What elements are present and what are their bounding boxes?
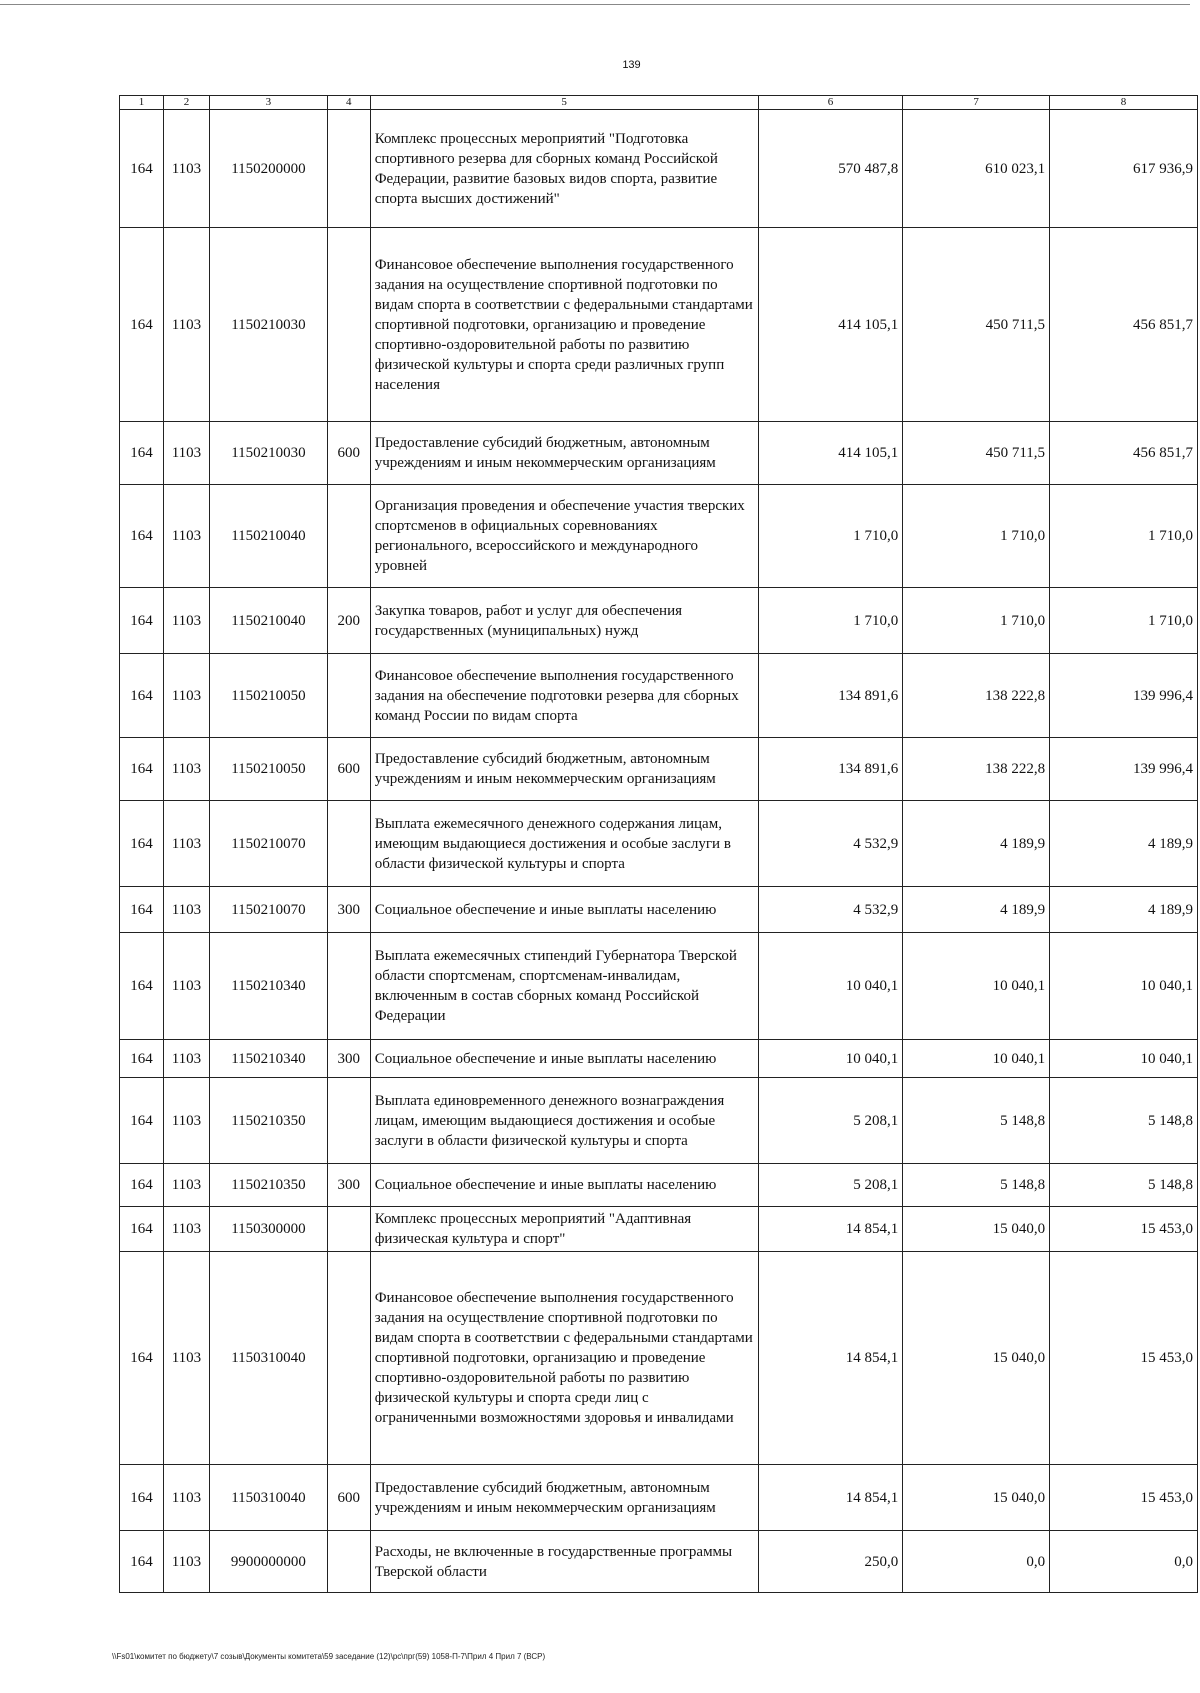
cell-amount-col6: 1 710,0	[758, 485, 903, 588]
cell-amount-col7: 1 710,0	[903, 588, 1050, 654]
cell-amount-col8: 10 040,1	[1050, 1040, 1198, 1078]
cell-amount-col7: 450 711,5	[903, 422, 1050, 485]
cell-target-code: 1150210050	[209, 654, 327, 738]
cell-description: Выплата единовременного денежного вознаграждения лицам, имеющим выдающиеся достижения и особые заслуги в области физической культуры и спорта	[370, 1078, 758, 1164]
cell-description: Закупка товаров, работ и услуг для обеспечения государственных (муниципальных) нужд	[370, 588, 758, 654]
cell-section-code: 1103	[163, 1207, 209, 1252]
cell-expense-type: 300	[327, 1164, 370, 1207]
page-number: 139	[622, 59, 641, 71]
cell-section-code: 1103	[163, 801, 209, 887]
cell-admin-code: 164	[120, 1207, 164, 1252]
scan-edge-line	[0, 4, 1190, 5]
cell-amount-col7: 138 222,8	[903, 654, 1050, 738]
cell-amount-col6: 5 208,1	[758, 1078, 903, 1164]
cell-amount-col6: 414 105,1	[758, 228, 903, 422]
cell-amount-col8: 0,0	[1050, 1531, 1198, 1593]
cell-admin-code: 164	[120, 887, 164, 933]
cell-amount-col8: 139 996,4	[1050, 738, 1198, 801]
cell-amount-col7: 5 148,8	[903, 1164, 1050, 1207]
table-row	[120, 738, 1198, 801]
cell-amount-col8: 4 189,9	[1050, 887, 1198, 933]
cell-description: Расходы, не включенные в государственные программы Тверской области	[370, 1531, 758, 1593]
cell-target-code: 1150210070	[209, 887, 327, 933]
cell-description: Комплекс процессных мероприятий "Адаптивная физическая культура и спорт"	[370, 1207, 758, 1252]
cell-expense-type	[327, 228, 370, 422]
column-header: 4	[327, 96, 370, 110]
table-row	[120, 801, 1198, 887]
cell-amount-col7: 5 148,8	[903, 1078, 1050, 1164]
table-row	[120, 588, 1198, 654]
column-header: 7	[903, 96, 1050, 110]
cell-target-code: 1150210350	[209, 1164, 327, 1207]
cell-description: Предоставление субсидий бюджетным, автономным учреждениям и иным некоммерческим организациям	[370, 1465, 758, 1531]
cell-section-code: 1103	[163, 1078, 209, 1164]
cell-amount-col6: 5 208,1	[758, 1164, 903, 1207]
cell-expense-type	[327, 1252, 370, 1465]
cell-amount-col6: 134 891,6	[758, 654, 903, 738]
column-header: 6	[758, 96, 903, 110]
table-row	[120, 1252, 1198, 1465]
table-row	[120, 1207, 1198, 1252]
cell-amount-col6: 250,0	[758, 1531, 903, 1593]
cell-description: Выплата ежемесячных стипендий Губернатора Тверской области спортсменам, спортсменам-инвалидам, включенным в состав сборных команд Российской Федерации	[370, 933, 758, 1040]
cell-amount-col8: 5 148,8	[1050, 1164, 1198, 1207]
cell-description: Социальное обеспечение и иные выплаты населению	[370, 887, 758, 933]
cell-target-code: 1150200000	[209, 110, 327, 228]
cell-amount-col6: 134 891,6	[758, 738, 903, 801]
cell-expense-type: 600	[327, 422, 370, 485]
cell-amount-col6: 4 532,9	[758, 801, 903, 887]
cell-admin-code: 164	[120, 654, 164, 738]
cell-target-code: 1150210030	[209, 422, 327, 485]
cell-admin-code: 164	[120, 933, 164, 1040]
table-row	[120, 933, 1198, 1040]
cell-admin-code: 164	[120, 1465, 164, 1531]
column-header: 1	[120, 96, 164, 110]
cell-expense-type	[327, 801, 370, 887]
table-row	[120, 1078, 1198, 1164]
cell-admin-code: 164	[120, 228, 164, 422]
cell-expense-type	[327, 1531, 370, 1593]
cell-section-code: 1103	[163, 1040, 209, 1078]
cell-target-code: 1150210050	[209, 738, 327, 801]
table-row	[120, 110, 1198, 228]
cell-admin-code: 164	[120, 485, 164, 588]
cell-amount-col7: 610 023,1	[903, 110, 1050, 228]
cell-amount-col6: 570 487,8	[758, 110, 903, 228]
cell-section-code: 1103	[163, 228, 209, 422]
cell-amount-col6: 14 854,1	[758, 1207, 903, 1252]
cell-amount-col7: 15 040,0	[903, 1207, 1050, 1252]
table-row	[120, 1164, 1198, 1207]
cell-amount-col8: 456 851,7	[1050, 228, 1198, 422]
cell-amount-col8: 15 453,0	[1050, 1252, 1198, 1465]
cell-expense-type	[327, 654, 370, 738]
cell-description: Предоставление субсидий бюджетным, автономным учреждениям и иным некоммерческим организациям	[370, 738, 758, 801]
column-header: 8	[1050, 96, 1198, 110]
cell-admin-code: 164	[120, 738, 164, 801]
cell-amount-col7: 450 711,5	[903, 228, 1050, 422]
cell-section-code: 1103	[163, 654, 209, 738]
table-row	[120, 887, 1198, 933]
cell-admin-code: 164	[120, 1078, 164, 1164]
cell-amount-col8: 1 710,0	[1050, 485, 1198, 588]
cell-amount-col6: 14 854,1	[758, 1465, 903, 1531]
cell-amount-col6: 14 854,1	[758, 1252, 903, 1465]
cell-amount-col6: 414 105,1	[758, 422, 903, 485]
cell-target-code: 1150210030	[209, 228, 327, 422]
cell-amount-col7: 10 040,1	[903, 1040, 1050, 1078]
footer-file-path: \\Fs01\комитет по бюджету\7 созыв\Документы комитета\59 заседание (12)\рс\прг(59) 1058-П-7\Прил 4 Прил 7 (ВСР)	[112, 1652, 546, 1661]
cell-section-code: 1103	[163, 1531, 209, 1593]
cell-expense-type	[327, 110, 370, 228]
cell-target-code: 9900000000	[209, 1531, 327, 1593]
cell-target-code: 1150210040	[209, 588, 327, 654]
cell-description: Комплекс процессных мероприятий "Подготовка спортивного резерва для сборных команд Российской Федерации, развитие базовых видов спорта, развитие спорта высших достижений"	[370, 110, 758, 228]
cell-amount-col6: 10 040,1	[758, 1040, 903, 1078]
cell-amount-col6: 10 040,1	[758, 933, 903, 1040]
cell-expense-type: 300	[327, 887, 370, 933]
cell-section-code: 1103	[163, 887, 209, 933]
cell-description: Финансовое обеспечение выполнения государственного задания на осуществление спортивной подготовки по видам спорта в соответствии с федеральными стандартами спортивной подготовки, организацию и проведение спортивно-оздоровительной работы по развитию физической культуры и спорта среди лиц с ограниченными возможностями здоровья и инвалидами	[370, 1252, 758, 1465]
cell-amount-col7: 1 710,0	[903, 485, 1050, 588]
cell-description: Социальное обеспечение и иные выплаты населению	[370, 1040, 758, 1078]
budget-table	[119, 95, 1198, 1593]
cell-admin-code: 164	[120, 1252, 164, 1465]
cell-amount-col7: 4 189,9	[903, 887, 1050, 933]
cell-amount-col8: 139 996,4	[1050, 654, 1198, 738]
cell-description: Финансовое обеспечение выполнения государственного задания на обеспечение подготовки резерва для сборных команд России по видам спорта	[370, 654, 758, 738]
cell-section-code: 1103	[163, 588, 209, 654]
cell-expense-type	[327, 1207, 370, 1252]
column-header: 2	[163, 96, 209, 110]
cell-section-code: 1103	[163, 1164, 209, 1207]
cell-description: Финансовое обеспечение выполнения государственного задания на осуществление спортивной подготовки по видам спорта в соответствии с федеральными стандартами спортивной подготовки, организацию и проведение спортивно-оздоровительной работы по развитию физической культуры и спорта среди различных групп населения	[370, 228, 758, 422]
cell-amount-col8: 1 710,0	[1050, 588, 1198, 654]
cell-amount-col8: 617 936,9	[1050, 110, 1198, 228]
cell-expense-type	[327, 485, 370, 588]
cell-target-code: 1150210070	[209, 801, 327, 887]
cell-target-code: 1150310040	[209, 1252, 327, 1465]
table-row	[120, 1465, 1198, 1531]
cell-section-code: 1103	[163, 110, 209, 228]
table-row	[120, 422, 1198, 485]
cell-amount-col8: 4 189,9	[1050, 801, 1198, 887]
table-row	[120, 485, 1198, 588]
cell-section-code: 1103	[163, 422, 209, 485]
cell-amount-col7: 0,0	[903, 1531, 1050, 1593]
cell-target-code: 1150300000	[209, 1207, 327, 1252]
cell-admin-code: 164	[120, 801, 164, 887]
cell-expense-type: 300	[327, 1040, 370, 1078]
cell-admin-code: 164	[120, 422, 164, 485]
column-header: 5	[370, 96, 758, 110]
cell-section-code: 1103	[163, 1252, 209, 1465]
cell-target-code: 1150310040	[209, 1465, 327, 1531]
cell-amount-col7: 4 189,9	[903, 801, 1050, 887]
column-header: 3	[209, 96, 327, 110]
cell-admin-code: 164	[120, 110, 164, 228]
cell-amount-col8: 15 453,0	[1050, 1465, 1198, 1531]
cell-amount-col6: 1 710,0	[758, 588, 903, 654]
cell-amount-col7: 15 040,0	[903, 1465, 1050, 1531]
cell-section-code: 1103	[163, 738, 209, 801]
cell-expense-type	[327, 1078, 370, 1164]
table-header-row	[120, 96, 1198, 110]
cell-target-code: 1150210040	[209, 485, 327, 588]
cell-description: Социальное обеспечение и иные выплаты населению	[370, 1164, 758, 1207]
cell-target-code: 1150210350	[209, 1078, 327, 1164]
cell-amount-col8: 5 148,8	[1050, 1078, 1198, 1164]
cell-admin-code: 164	[120, 588, 164, 654]
cell-expense-type: 600	[327, 738, 370, 801]
cell-section-code: 1103	[163, 933, 209, 1040]
cell-section-code: 1103	[163, 485, 209, 588]
cell-target-code: 1150210340	[209, 1040, 327, 1078]
cell-admin-code: 164	[120, 1531, 164, 1593]
cell-amount-col8: 456 851,7	[1050, 422, 1198, 485]
cell-amount-col6: 4 532,9	[758, 887, 903, 933]
cell-description: Предоставление субсидий бюджетным, автономным учреждениям и иным некоммерческим организациям	[370, 422, 758, 485]
cell-admin-code: 164	[120, 1040, 164, 1078]
cell-description: Выплата ежемесячного денежного содержания лицам, имеющим выдающиеся достижения и особые заслуги в области физической культуры и спорта	[370, 801, 758, 887]
cell-amount-col7: 15 040,0	[903, 1252, 1050, 1465]
table-row	[120, 228, 1198, 422]
table-row	[120, 1531, 1198, 1593]
cell-expense-type: 200	[327, 588, 370, 654]
cell-description: Организация проведения и обеспечение участия тверских спортсменов в официальных соревнованиях регионального, всероссийского и международного уровней	[370, 485, 758, 588]
cell-amount-col8: 10 040,1	[1050, 933, 1198, 1040]
cell-target-code: 1150210340	[209, 933, 327, 1040]
cell-amount-col8: 15 453,0	[1050, 1207, 1198, 1252]
cell-expense-type: 600	[327, 1465, 370, 1531]
cell-expense-type	[327, 933, 370, 1040]
cell-amount-col7: 10 040,1	[903, 933, 1050, 1040]
cell-admin-code: 164	[120, 1164, 164, 1207]
cell-amount-col7: 138 222,8	[903, 738, 1050, 801]
cell-section-code: 1103	[163, 1465, 209, 1531]
table-row	[120, 654, 1198, 738]
table-row	[120, 1040, 1198, 1078]
